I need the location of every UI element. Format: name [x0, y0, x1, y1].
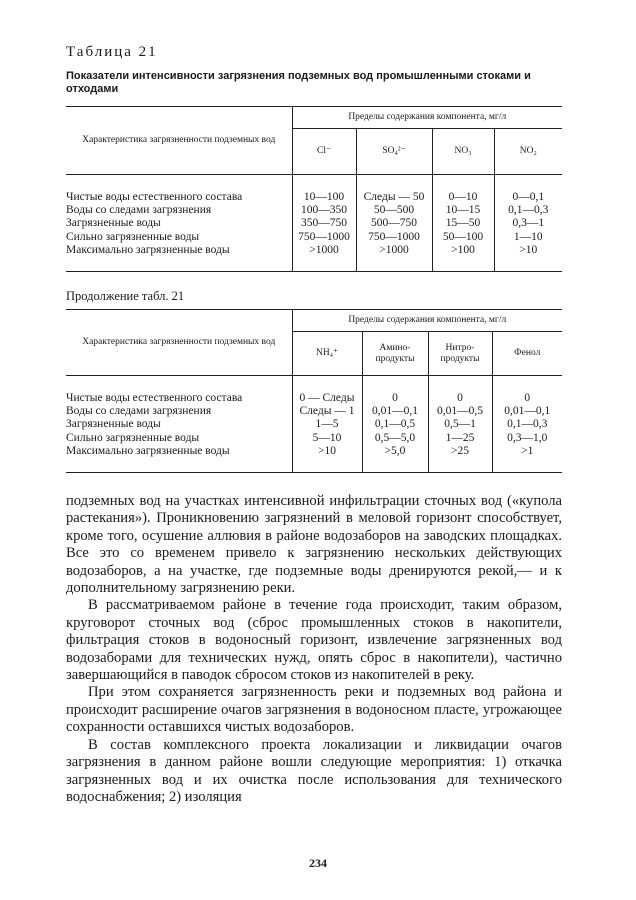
table-title: Показатели интенсивности загрязнения подземных вод промышленными стоками и отходами: [66, 70, 531, 95]
row-label: Сильно загрязненные воды: [66, 431, 200, 444]
row-label: Воды со следами загрязнения: [66, 204, 212, 217]
table-cell: 350—750: [292, 217, 356, 230]
table-cell: 0—10: [432, 175, 494, 205]
table-cell: 50—100: [432, 231, 494, 244]
row-label: Сильно загрязненные воды: [66, 230, 200, 243]
table-cell: 0,3—1: [494, 217, 562, 230]
column-header: NO₂: [494, 129, 562, 175]
row-label: Загрязненные воды: [66, 217, 161, 230]
page-number: 234: [309, 856, 327, 870]
group-header: Пределы содержания компонента, мг/л: [292, 107, 562, 129]
table-cell: 0,1—0,3: [494, 204, 562, 217]
table-cell: 0: [362, 376, 428, 406]
group-header: Пределы содержания компонента, мг/л: [292, 310, 562, 332]
table-cell: Следы — 50: [356, 175, 432, 205]
table-cell: 750—1000: [292, 231, 356, 244]
paragraph: подземных вод на участках интенсивной инфильтрации сточных вод («купола растекания»). Проникновению загрязнений в меловой горизонт способствует, кроме того, осушение аллювия в районе водозаборов на заводских площадках. Все это со временем привело к загрязнению нескольких действующих водозаборов, а на участке, где подземные воды дренируются рекой,— и к дополнительному загрязнению реки.: [66, 493, 562, 597]
row-label: Максимально загрязненные воды: [66, 444, 230, 457]
table-cell: 10—100: [292, 175, 356, 205]
column-header: Фенол: [492, 332, 562, 376]
table-cell: 100—350: [292, 204, 356, 217]
table-row: [66, 204, 562, 217]
row-header: Характеристика загрязненности подземных вод: [66, 107, 292, 175]
column-header: Cl⁻: [292, 129, 356, 175]
table-cell: 10—15: [432, 204, 494, 217]
table-cell: 15—50: [432, 217, 494, 230]
row-label: Максимально загрязненные воды: [66, 243, 230, 256]
row-label: Воды со следами загрязнения: [66, 405, 212, 418]
table-cell: 1—5: [292, 418, 362, 431]
table-cell: 0,3—1,0: [492, 432, 562, 445]
table-continuation-label: Продолжение табл. 21: [66, 289, 185, 303]
column-header: Нитро-продукты: [428, 332, 492, 376]
table-row: [66, 405, 562, 418]
table-cell: >1000: [292, 244, 356, 272]
table-cell: >25: [428, 445, 492, 473]
row-label: Загрязненные воды: [66, 418, 161, 431]
table-cell: 0,5—5,0: [362, 432, 428, 445]
table-cell: >1000: [356, 244, 432, 272]
table-cell: 0,5—1: [428, 418, 492, 431]
table-cell: 0: [492, 376, 562, 406]
table-cell: >10: [494, 244, 562, 272]
table-cell: 0,1—0,3: [492, 418, 562, 431]
table-cell: 50—500: [356, 204, 432, 217]
table-cell: 1—25: [428, 432, 492, 445]
table-cell: 0,01—0,5: [428, 405, 492, 418]
table-cell: >1: [492, 445, 562, 473]
table-cell: 500—750: [356, 217, 432, 230]
table-cell: >100: [432, 244, 494, 272]
paragraph: В состав комплексного проекта локализации и ликвидации очагов загрязнения в данном районе вошли следующие мероприятия: 1) откачка загрязненных вод и их очистка после использования для технического водоснабжения; 2) изоляция: [66, 736, 562, 805]
table-row: [66, 432, 562, 445]
table-cell: >5,0: [362, 445, 428, 473]
table-cell: Следы — 1: [292, 405, 362, 418]
table-row: [66, 376, 562, 406]
paragraph: В рассматриваемом районе в течение года происходит, таким образом, круговорот сточных вод (сброс промышленных стоков в накопители, фильтрация стоков в водоносный горизонт, извлечение загрязненных вод водозаборами для технических нужд, опять сброс в накопители), частично завершающийся в паводок сбросом стоков из накопителей в реку.: [66, 597, 562, 684]
table-cell: 0 — Следы: [292, 376, 362, 406]
table-cell: 0,01—0,1: [492, 405, 562, 418]
paragraph: При этом сохраняется загрязненность реки и подземных вод района и происходит расширение очагов загрязнения в водоносном пласте, угрожающее сохранности оставшихся чистых водозаборов.: [66, 684, 562, 736]
table-cell: 0: [428, 376, 492, 406]
table-row: [66, 231, 562, 244]
table-cell: >10: [292, 445, 362, 473]
table-row: [66, 175, 562, 205]
column-header: NH₄⁺: [292, 332, 362, 376]
row-label: Чистые воды естественного состава: [66, 191, 243, 203]
table-cell: 1—10: [494, 231, 562, 244]
table-cell: 750—1000: [356, 231, 432, 244]
row-label: Чистые воды естественного состава: [66, 392, 243, 404]
column-header: Амино-продукты: [362, 332, 428, 376]
column-header: NO₃: [432, 129, 494, 175]
row-header: Характеристика загрязненности подземных вод: [66, 310, 292, 376]
table-cell: 5—10: [292, 432, 362, 445]
column-header: SO₄²⁻: [356, 129, 432, 175]
table-row: [66, 418, 562, 431]
table-pollution-indicators-continued: [66, 309, 562, 473]
table-label: Таблица 21: [66, 44, 158, 60]
table-cell: 0,1—0,5: [362, 418, 428, 431]
body-text: [66, 493, 562, 806]
table-cell: 0—0,1: [494, 175, 562, 205]
table-row: [66, 217, 562, 230]
table-pollution-indicators: [66, 106, 562, 272]
table-row: [66, 244, 562, 272]
table-row: [66, 445, 562, 473]
table-cell: 0,01—0,1: [362, 405, 428, 418]
